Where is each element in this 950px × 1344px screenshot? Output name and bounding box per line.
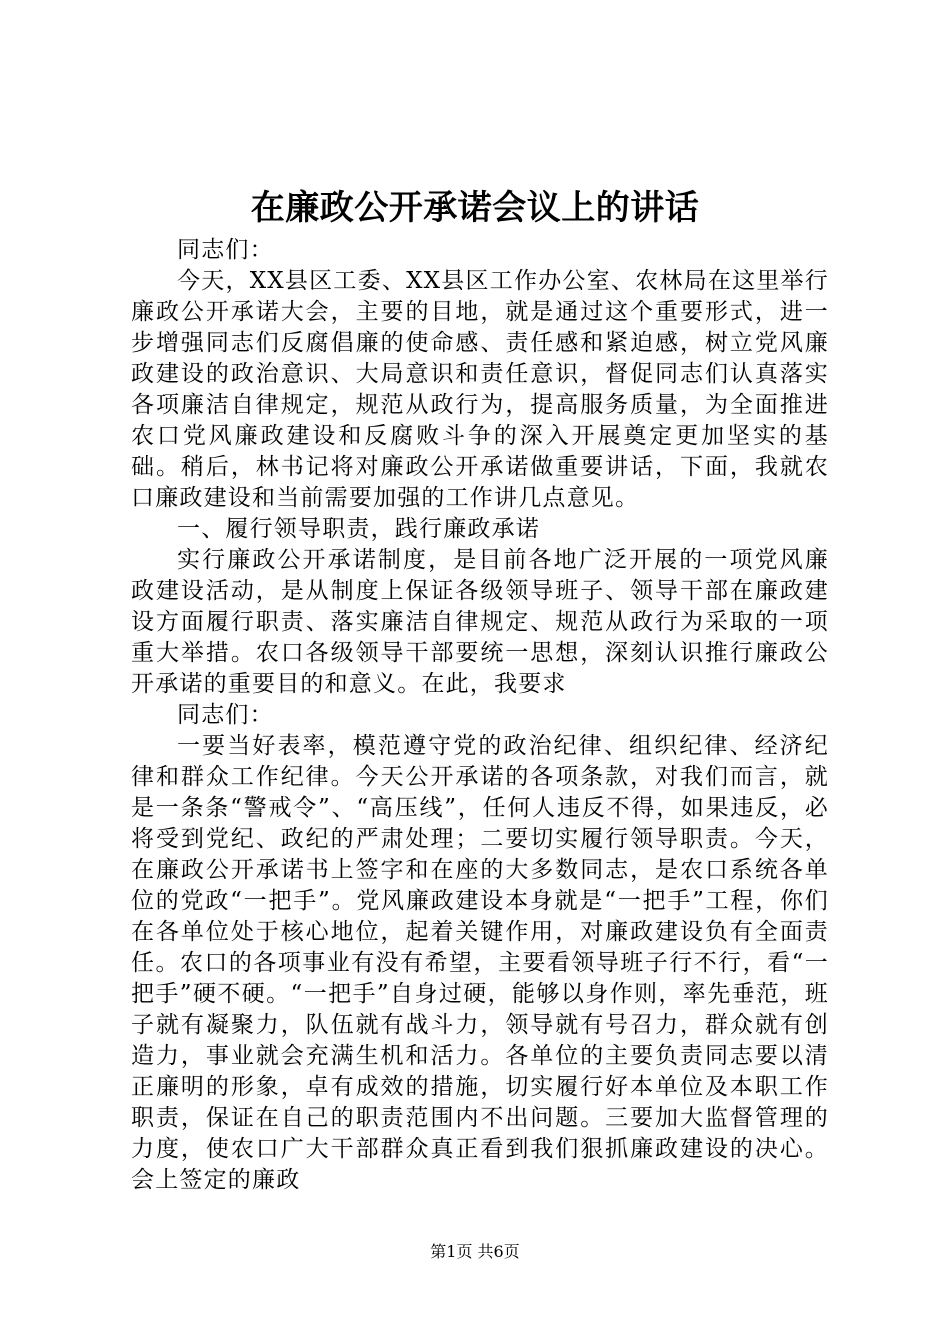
- document-title: 在廉政公开承诺会议上的讲话: [250, 188, 700, 228]
- page-number-footer: 第1页 共6页: [430, 1242, 520, 1261]
- body-paragraph: 一要当好表率，模范遵守党的政治纪律、组织纪律、经济纪律和群众工作纪律。今天公开承诺的各项条款，对我们而言，就是一条条“警戒令”、“高压线”，任何人违反不得，如果违反，必将受到党纪、政纪的严肃处理；二要切实履行领导职责。今天，在廉政公开承诺书上签字和在座的大多数同志，是农口系统各单位的党政“一把手”。党风廉政建设本身就是“一把手”工程，你们在各单位处于核心地位，起着关键作用，对廉政建设负有全面责任。农口的各项事业有没有希望，主要看领导班子行不行，看“一把手”硬不硬。“一把手”自身过硬，能够以身作则，率先垂范，班子就有凝聚力，队伍就有战斗力，领导就有号召力，群众就有创造力，事业就会充满生机和活力。各单位的主要负责同志要以清正廉明的形象，卓有成效的措施，切实履行好本单位及本职工作职责，保证在自己的职责范围内不出问题。三要加大监督管理的力度，使农口广大干部群众真正看到我们狠抓廉政建设的决心。会上签定的廉政: [131, 733, 829, 1193]
- document-body: [131, 235, 829, 1196]
- body-paragraph: 今天，XX县区工委、XX县区工作办公室、农林局在这里举行廉政公开承诺大会，主要的目地，就是通过这个重要形式，进一步增强同志们反腐倡廉的使命感、责任感和紧迫感，树立党风廉政建设的政治意识、大局意识和责任意识，督促同志们认真落实各项廉洁自律规定，规范从政行为，提高服务质量，为全面推进农口党风廉政建设和反腐败斗争的深入开展奠定更加坚实的基础。稍后，林书记将对廉政公开承诺做重要讲话，下面，我就农口廉政建设和当前需要加强的工作讲几点意见。: [131, 268, 829, 511]
- section-heading: 一、履行领导职责，践行廉政承诺: [177, 516, 540, 542]
- salutation: 同志们：: [177, 702, 274, 728]
- salutation: 同志们：: [177, 237, 274, 263]
- body-paragraph: 实行廉政公开承诺制度，是目前各地广泛开展的一项党风廉政建设活动，是从制度上保证各级领导班子、领导干部在廉政建设方面履行职责、落实廉洁自律规定、规范从政行为采取的一项重大举措。农口各级领导干部要统一思想，深刻认识推行廉政公开承诺的重要目的和意义。在此，我要求: [131, 547, 829, 697]
